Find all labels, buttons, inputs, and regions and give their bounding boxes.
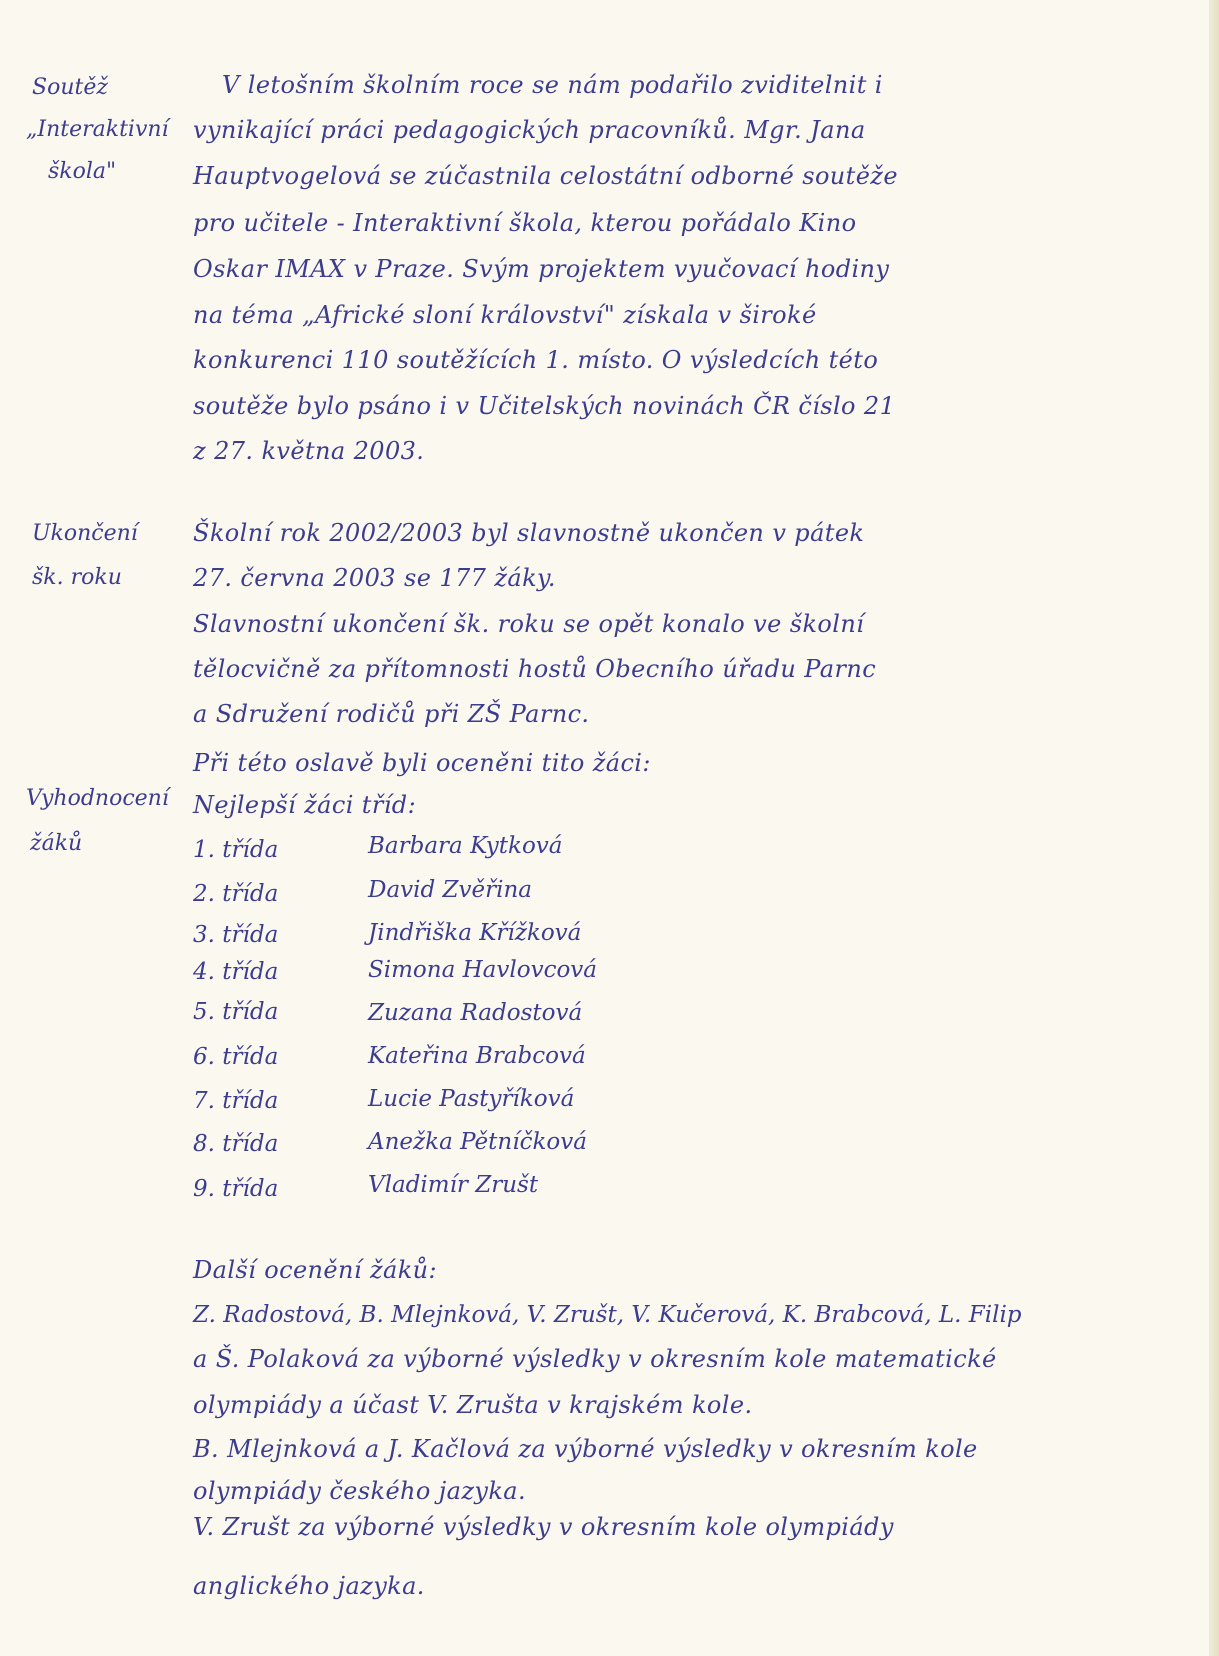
text-line: na téma „Africké sloní království" získala v široké (193, 301, 817, 329)
text-line: Slavnostní ukončení šk. roku se opět konalo ve školní (193, 610, 865, 638)
grade-label: 2. třída (193, 881, 279, 907)
text-line: Hauptvogelová se zúčastnila celostátní odborné soutěže (193, 162, 898, 190)
margin-note-skola: škola" (48, 159, 117, 184)
text-line: konkurenci 110 soutěžících 1. místo. O výsledcích této (193, 346, 879, 374)
text-line: V letošním školním roce se nám podařilo zviditelnit i (222, 71, 883, 99)
pupil-name: Lucie Pastyříková (368, 1086, 575, 1112)
margin-note-ukonceni: Ukončení (32, 521, 138, 546)
other-awards-heading: Další ocenění žáků: (193, 1256, 438, 1284)
text-line: Při této oslavě byli oceněni tito žáci: (193, 749, 651, 777)
text-line: 27. června 2003 se 177 žáky. (193, 564, 556, 592)
text-line: Školní rok 2002/2003 byl slavnostně ukončen v pátek (193, 519, 865, 547)
pupil-name: Anežka Pětníčková (368, 1129, 587, 1155)
text-line: tělocvičně za přítomnosti hostů Obecního úřadu Parnc (193, 655, 877, 683)
text-line: Z. Radostová, B. Mlejnková, V. Zrušt, V. Kučerová, K. Brabcová, L. Filip (193, 1302, 1022, 1328)
grade-label: 1. třída (193, 837, 279, 863)
text-line: V. Zrušt za výborné výsledky v okresním kole olympiády (193, 1513, 894, 1541)
grade-label: 7. třída (193, 1088, 279, 1114)
pupil-name: Simona Havlovcová (368, 957, 598, 983)
margin-note-interaktivni: „Interaktivní (26, 117, 169, 142)
pupil-name: Kateřina Brabcová (368, 1043, 586, 1069)
pupil-name: Vladimír Zrušt (368, 1172, 539, 1198)
text-line: pro učitele - Interaktivní škola, kterou pořádalo Kino (193, 209, 857, 237)
pupil-name: Barbara Kytková (368, 833, 563, 859)
grade-label: 5. třída (193, 999, 279, 1025)
text-line: B. Mlejnková a J. Kačlová za výborné výsledky v okresním kole (193, 1435, 978, 1463)
page-edge (1209, 0, 1219, 1656)
text-line: olympiády českého jazyka. (193, 1477, 527, 1505)
margin-note-vyhodnoceni: Vyhodnocení (26, 786, 169, 811)
pupil-name: David Zvěřina (368, 877, 532, 903)
text-line: soutěže bylo psáno i v Učitelských novinách ČR číslo 21 (193, 392, 896, 420)
grade-label: 4. třída (193, 959, 279, 985)
text-line: vynikající práci pedagogických pracovníků. Mgr. Jana (193, 116, 866, 144)
text-line: Nejlepší žáci tříd: (193, 791, 417, 819)
pupil-name: Zuzana Radostová (368, 1000, 583, 1026)
text-line: Oskar IMAX v Praze. Svým projektem vyučovací hodiny (193, 255, 890, 283)
margin-note-sk-roku: šk. roku (32, 565, 122, 590)
margin-note-zaku: žáků (30, 831, 83, 856)
grade-label: 8. třída (193, 1131, 279, 1157)
text-line: a Sdružení rodičů při ZŠ Parnc. (193, 700, 590, 728)
text-line: anglického jazyka. (193, 1572, 425, 1600)
grade-label: 9. třída (193, 1176, 279, 1202)
pupil-name: Jindřiška Křížková (368, 920, 582, 946)
text-line: a Š. Polaková za výborné výsledky v okresním kole matematické (193, 1345, 997, 1373)
margin-note-soutez: Soutěž (32, 75, 108, 100)
text-line: olympiády a účast V. Zrušta v krajském kole. (193, 1391, 753, 1419)
grade-label: 3. třída (193, 922, 279, 948)
grade-label: 6. třída (193, 1044, 279, 1070)
text-line: z 27. května 2003. (193, 437, 425, 465)
